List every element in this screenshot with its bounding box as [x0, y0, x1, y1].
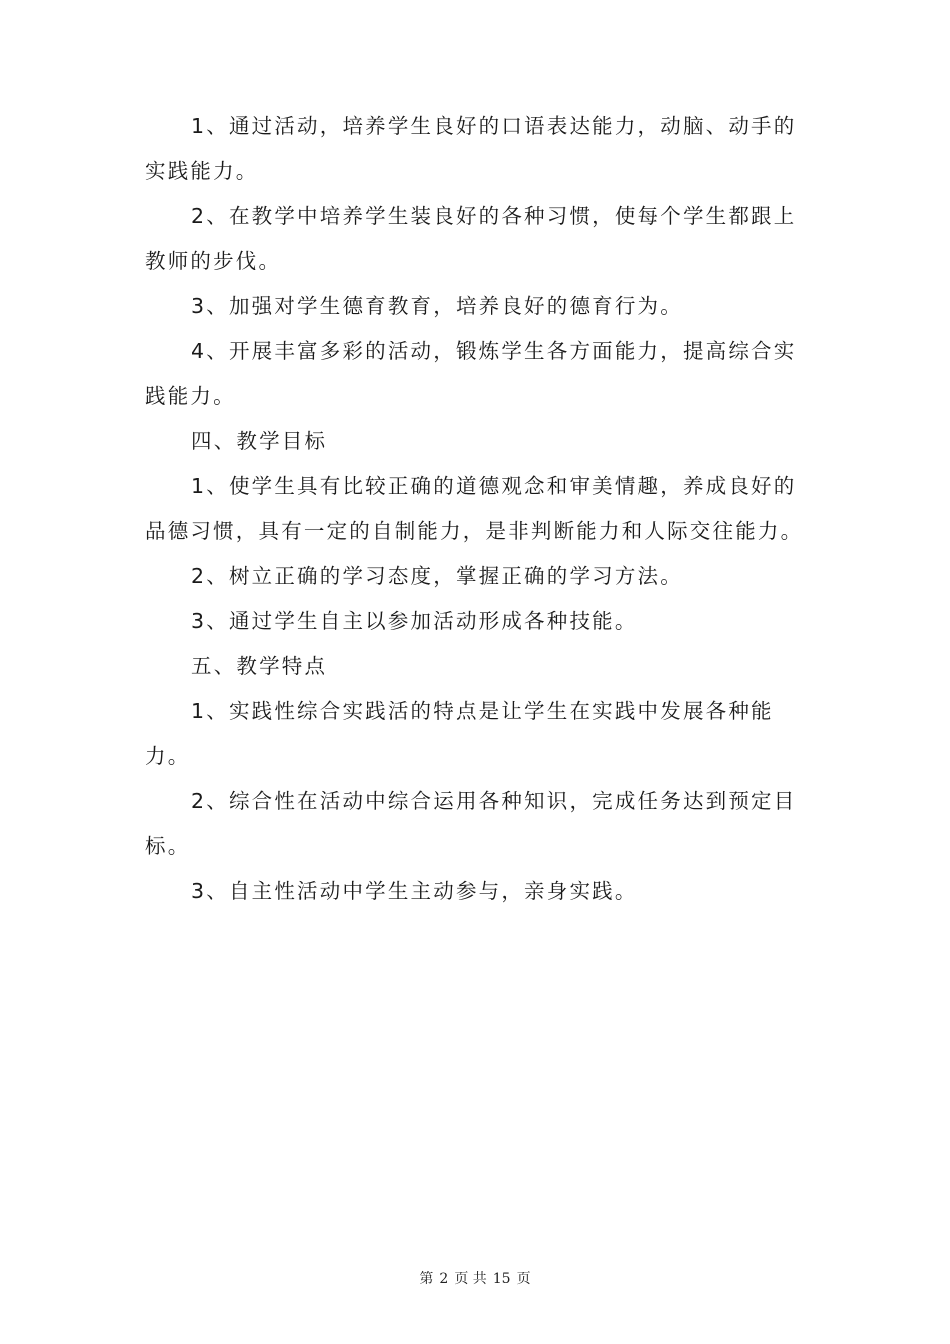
paragraph-1: 1、通过活动，培养学生良好的口语表达能力，动脑、动手的实践能力。	[145, 114, 797, 183]
page-footer	[0, 1268, 950, 1288]
paragraph-goal-1: 1、使学生具有比较正确的道德观念和审美情趣，养成良好的品德习惯，具有一定的自制能力，是非判断能力和人际交往能力。	[145, 474, 804, 543]
footer-suffix: 页	[516, 1271, 531, 1287]
paragraph-4: 4、开展丰富多彩的活动，锻炼学生各方面能力，提高综合实践能力。	[145, 339, 797, 408]
footer-total-pages: 15	[492, 1271, 511, 1287]
paragraph-2: 2、在教学中培养学生装良好的各种习惯，使每个学生都跟上教师的步伐。	[145, 204, 797, 273]
document-body	[145, 104, 815, 914]
paragraph-feature-2: 2、综合性在活动中综合运用各种知识，完成任务达到预定目标。	[145, 789, 797, 858]
paragraph-goal-2: 2、树立正确的学习态度，掌握正确的学习方法。	[191, 564, 683, 588]
footer-mid: 页 共	[454, 1271, 487, 1287]
paragraph-feature-3: 3、自主性活动中学生主动参与，亲身实践。	[191, 879, 638, 903]
paragraph-feature-1: 1、实践性综合实践活的特点是让学生在实践中发展各种能力。	[145, 699, 774, 768]
footer-prefix: 第	[419, 1271, 434, 1287]
paragraph-3: 3、加强对学生德育教育，培养良好的德育行为。	[191, 294, 683, 318]
footer-current-page: 2	[439, 1271, 449, 1287]
section-heading-goals: 四、教学目标	[191, 429, 328, 453]
section-heading-features: 五、教学特点	[191, 654, 328, 678]
paragraph-goal-3: 3、通过学生自主以参加活动形成各种技能。	[191, 609, 638, 633]
